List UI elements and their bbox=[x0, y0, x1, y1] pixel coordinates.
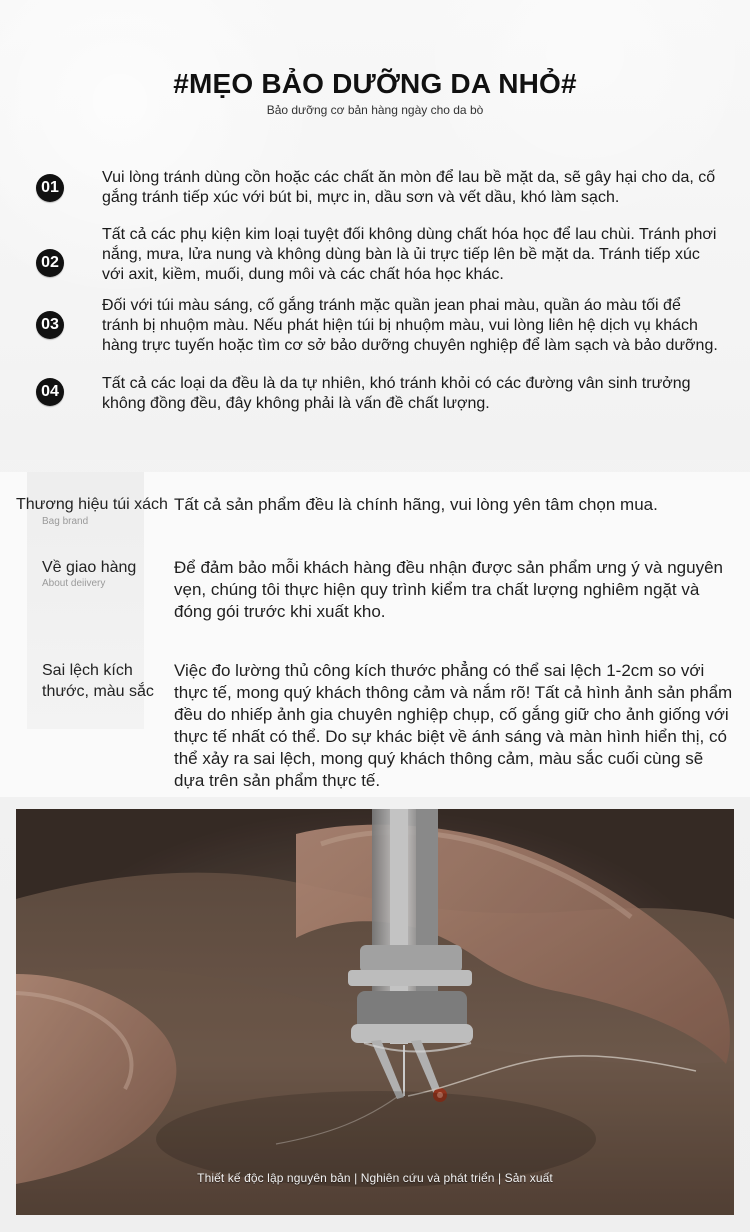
tip-number-badge: 04 bbox=[36, 378, 64, 406]
sewing-scene-illustration bbox=[16, 809, 734, 1215]
page-title: #MẸO BẢO DƯỠNG DA NHỎ# bbox=[173, 68, 577, 99]
info-text: Để đảm bảo mỗi khách hàng đều nhận được sản phẩm ưng ý và nguyên vẹn, chúng tôi thực hiện quy trình kiểm tra chất lượng nghiêm ngặt và đóng gói trước khi xuất kho. bbox=[174, 558, 723, 621]
tip-text: Tất cả các loại da đều là da tự nhiên, khó tránh khỏi có các đường vân sinh trưởng không đồng đều, đây không phải là vấn đề chất lượng. bbox=[102, 375, 691, 412]
info-sub-label: About deiivery bbox=[42, 578, 106, 589]
tip-text: Đối với túi màu sáng, cố gắng tránh mặc quần jean phai màu, quần áo màu tối để tránh bị nhuộm màu. Nếu phát hiện túi bị nhuộm màu, vui lòng liên hệ dịch vụ khách hàng trực tuyến hoặc tìm cơ sở bảo dưỡng chuyên nghiệp để làm sạch và bảo dưỡng. bbox=[102, 297, 718, 354]
info-label: Thương hiệu túi xách bbox=[16, 496, 168, 513]
sewing-photo bbox=[16, 809, 734, 1215]
info-text: Tất cả sản phẩm đều là chính hãng, vui lòng yên tâm chọn mua. bbox=[174, 495, 658, 514]
info-label: Về giao hàng bbox=[42, 559, 137, 576]
care-tips-section bbox=[0, 0, 750, 460]
photo-caption: Thiết kế độc lập nguyên bản | Nghiên cứu và phát triển | Sản xuất bbox=[197, 1171, 553, 1185]
tip-text: Tất cả các phụ kiện kim loại tuyệt đối không dùng chất hóa học để lau chùi. Tránh phơi nắng, mưa, lửa nung và không dùng bàn là ủi trực tiếp lên bề mặt da. Tránh tiếp xúc với axit, kiềm, muối, dung môi và các chất hóa học khác. bbox=[102, 226, 717, 283]
page-subtitle: Bảo dưỡng cơ bản hàng ngày cho da bò bbox=[266, 103, 484, 117]
tip-number-badge: 01 bbox=[36, 174, 64, 202]
info-section bbox=[0, 472, 750, 797]
tip-number-badge: 03 bbox=[36, 311, 64, 339]
tip-number-badge: 02 bbox=[36, 249, 64, 277]
tip-text: Vui lòng tránh dùng cồn hoặc các chất ăn mòn để lau bề mặt da, sẽ gây hại cho da, cố gắng tránh tiếp xúc với bút bi, mực in, dầu sơn và vết dầu, khó làm sạch. bbox=[102, 169, 716, 206]
info-text: Việc đo lường thủ công kích thước phẳng có thể sai lệch 1-2cm so với thực tế, mong quý khách thông cảm và nắm rõ! Tất cả hình ảnh sản phẩm đều do nhiếp ảnh gia chuyên nghiệp chụp, cố gắng giữ cho ảnh giống với thực tế nhất có thể. Do sự khác biệt về ánh sáng và màn hình hiển thị, có thể xảy ra sai lệch, mong quý khách thông cảm, màu sắc cuối cùng sẽ dựa trên sản phẩm thực tế. bbox=[174, 661, 733, 790]
info-sub-label: Bag brand bbox=[42, 516, 89, 527]
info-label: Sai lệch kích thước, màu sắc bbox=[42, 662, 154, 700]
